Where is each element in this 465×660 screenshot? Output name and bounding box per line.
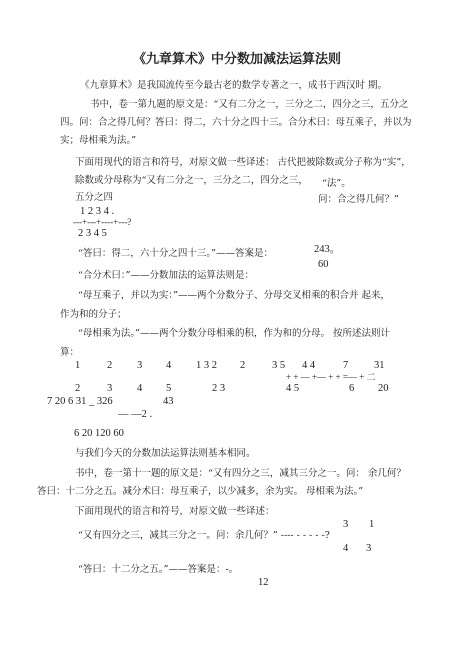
calc-row-3: 7 20 6 31 _ 326 [47, 396, 113, 407]
calc-bottom-7: 6 [349, 383, 355, 394]
sec1-line-3: 实；母相乘为法。” [60, 135, 137, 146]
calc-bottom-6: 4 5 [286, 383, 300, 394]
fraction-denominators: 2 3 4 5 [78, 228, 107, 239]
summary-line: 与我们今天的分数加法运算法则基本相同。 [75, 448, 256, 459]
sec2-numerator-b: 1 [369, 519, 375, 530]
answer-denominator: 60 [318, 259, 329, 270]
answer-line: “答曰：得二，六十分之四十三。”——答案是： [78, 248, 273, 259]
calc-top-7: 3 5 [272, 360, 286, 371]
calc-operators: + + — +— + + =— + 二 [286, 372, 376, 382]
calc-bottom-1: 2 [75, 383, 81, 394]
sec1-line-5: 除数或分母称为“又有二分之一，三分之二，四分之三， [75, 175, 308, 186]
calc-label: 算： [60, 347, 80, 358]
sec2-line-2: 答曰：十二分之五。减分术曰：母互乘子，以少减多，余为实。 母相乘为法。” [37, 486, 364, 497]
rule-line-3: “母相乘为法。”——两个分数分母相乘的积，作为和的分母。 按所述法则计 [78, 328, 390, 339]
calc-bottom-2: 3 [107, 383, 113, 394]
question-text: 问：合之得几何？” [318, 194, 399, 205]
fraction-numerators: 1 2 3 4 . [80, 206, 115, 217]
sec2-denominator-b: 3 [366, 543, 372, 554]
answer-numerator: 243。 [314, 244, 341, 255]
calc-bottom-4: 5 [166, 383, 172, 394]
sec1-line-6: 五分之四 [75, 192, 114, 203]
page-title: 《九章算术》中分数加减法运算法则 [133, 52, 342, 67]
sec2-answer: “答曰：十二分之五。”——答案是：-。 [78, 564, 239, 575]
rule-line-1: “母互乘子，并以为实：”——两个分数分子、分母交叉相乘的积合并 起来， [78, 290, 390, 301]
calc-row-4: 6 20 120 60 [74, 428, 124, 439]
calc-bottom-3: 4 [137, 383, 143, 394]
rule-label: “合分术曰：”——分数加法的运算法则是： [78, 270, 254, 281]
calc-top-2: 2 [107, 360, 113, 371]
fa-term: “法”。 [322, 178, 351, 189]
sec1-line-4: 下面用现代的语言和符号，对原文做一些译述： 古代把被除数或分子称为“实”， [75, 157, 411, 168]
sec1-line-1: 书中，卷一第九题的原文是：“又有二分之一，三分之二，四分之三，五分之 [90, 99, 409, 110]
calc-top-3: 3 [137, 360, 143, 371]
calc-top-6: 2 [240, 360, 246, 371]
page-number: 12 [258, 577, 269, 588]
intro-line: 《九章算术》是我国流传至今最古老的数学专著之一，成书于西汉时 期。 [80, 80, 388, 91]
sec2-line-1: 书中，卷一第十一题的原文是：“又有四分之三，减其三分之一。问： 余几何？ [75, 468, 406, 479]
calc-top-8: 4 4 [302, 360, 316, 371]
rule-line-2: 作为和的分子； [60, 309, 127, 320]
fraction-bar: ---+---+----+---? [73, 217, 132, 227]
sec1-line-2: 四。问：合之得几何？答曰：得二，六十分之四十三。合分术曰：母互乘子，并以为 [60, 117, 412, 128]
calc-top-10: 31 [374, 360, 385, 371]
calc-result-bar: — —2 . [118, 409, 153, 420]
sec2-quote: “又有四分之三，减其三分之一。问：余几何？” ---- - - - - -? [78, 530, 330, 541]
calc-top-1: 1 [75, 360, 81, 371]
calc-top-9: 7 [343, 360, 349, 371]
sec2-line-3: 下面用现代的语言和符号，对原文做一些译述： [75, 506, 275, 517]
calc-top-5: 1 3 2 [196, 360, 217, 371]
calc-bottom-8: 20 [378, 383, 389, 394]
calc-result-numerator: 43 [163, 396, 174, 407]
sec2-denominator-a: 4 [343, 543, 349, 554]
calc-top-4: 4 [166, 360, 172, 371]
sec2-numerator-a: 3 [343, 519, 349, 530]
calc-bottom-5: 2 3 [212, 383, 226, 394]
